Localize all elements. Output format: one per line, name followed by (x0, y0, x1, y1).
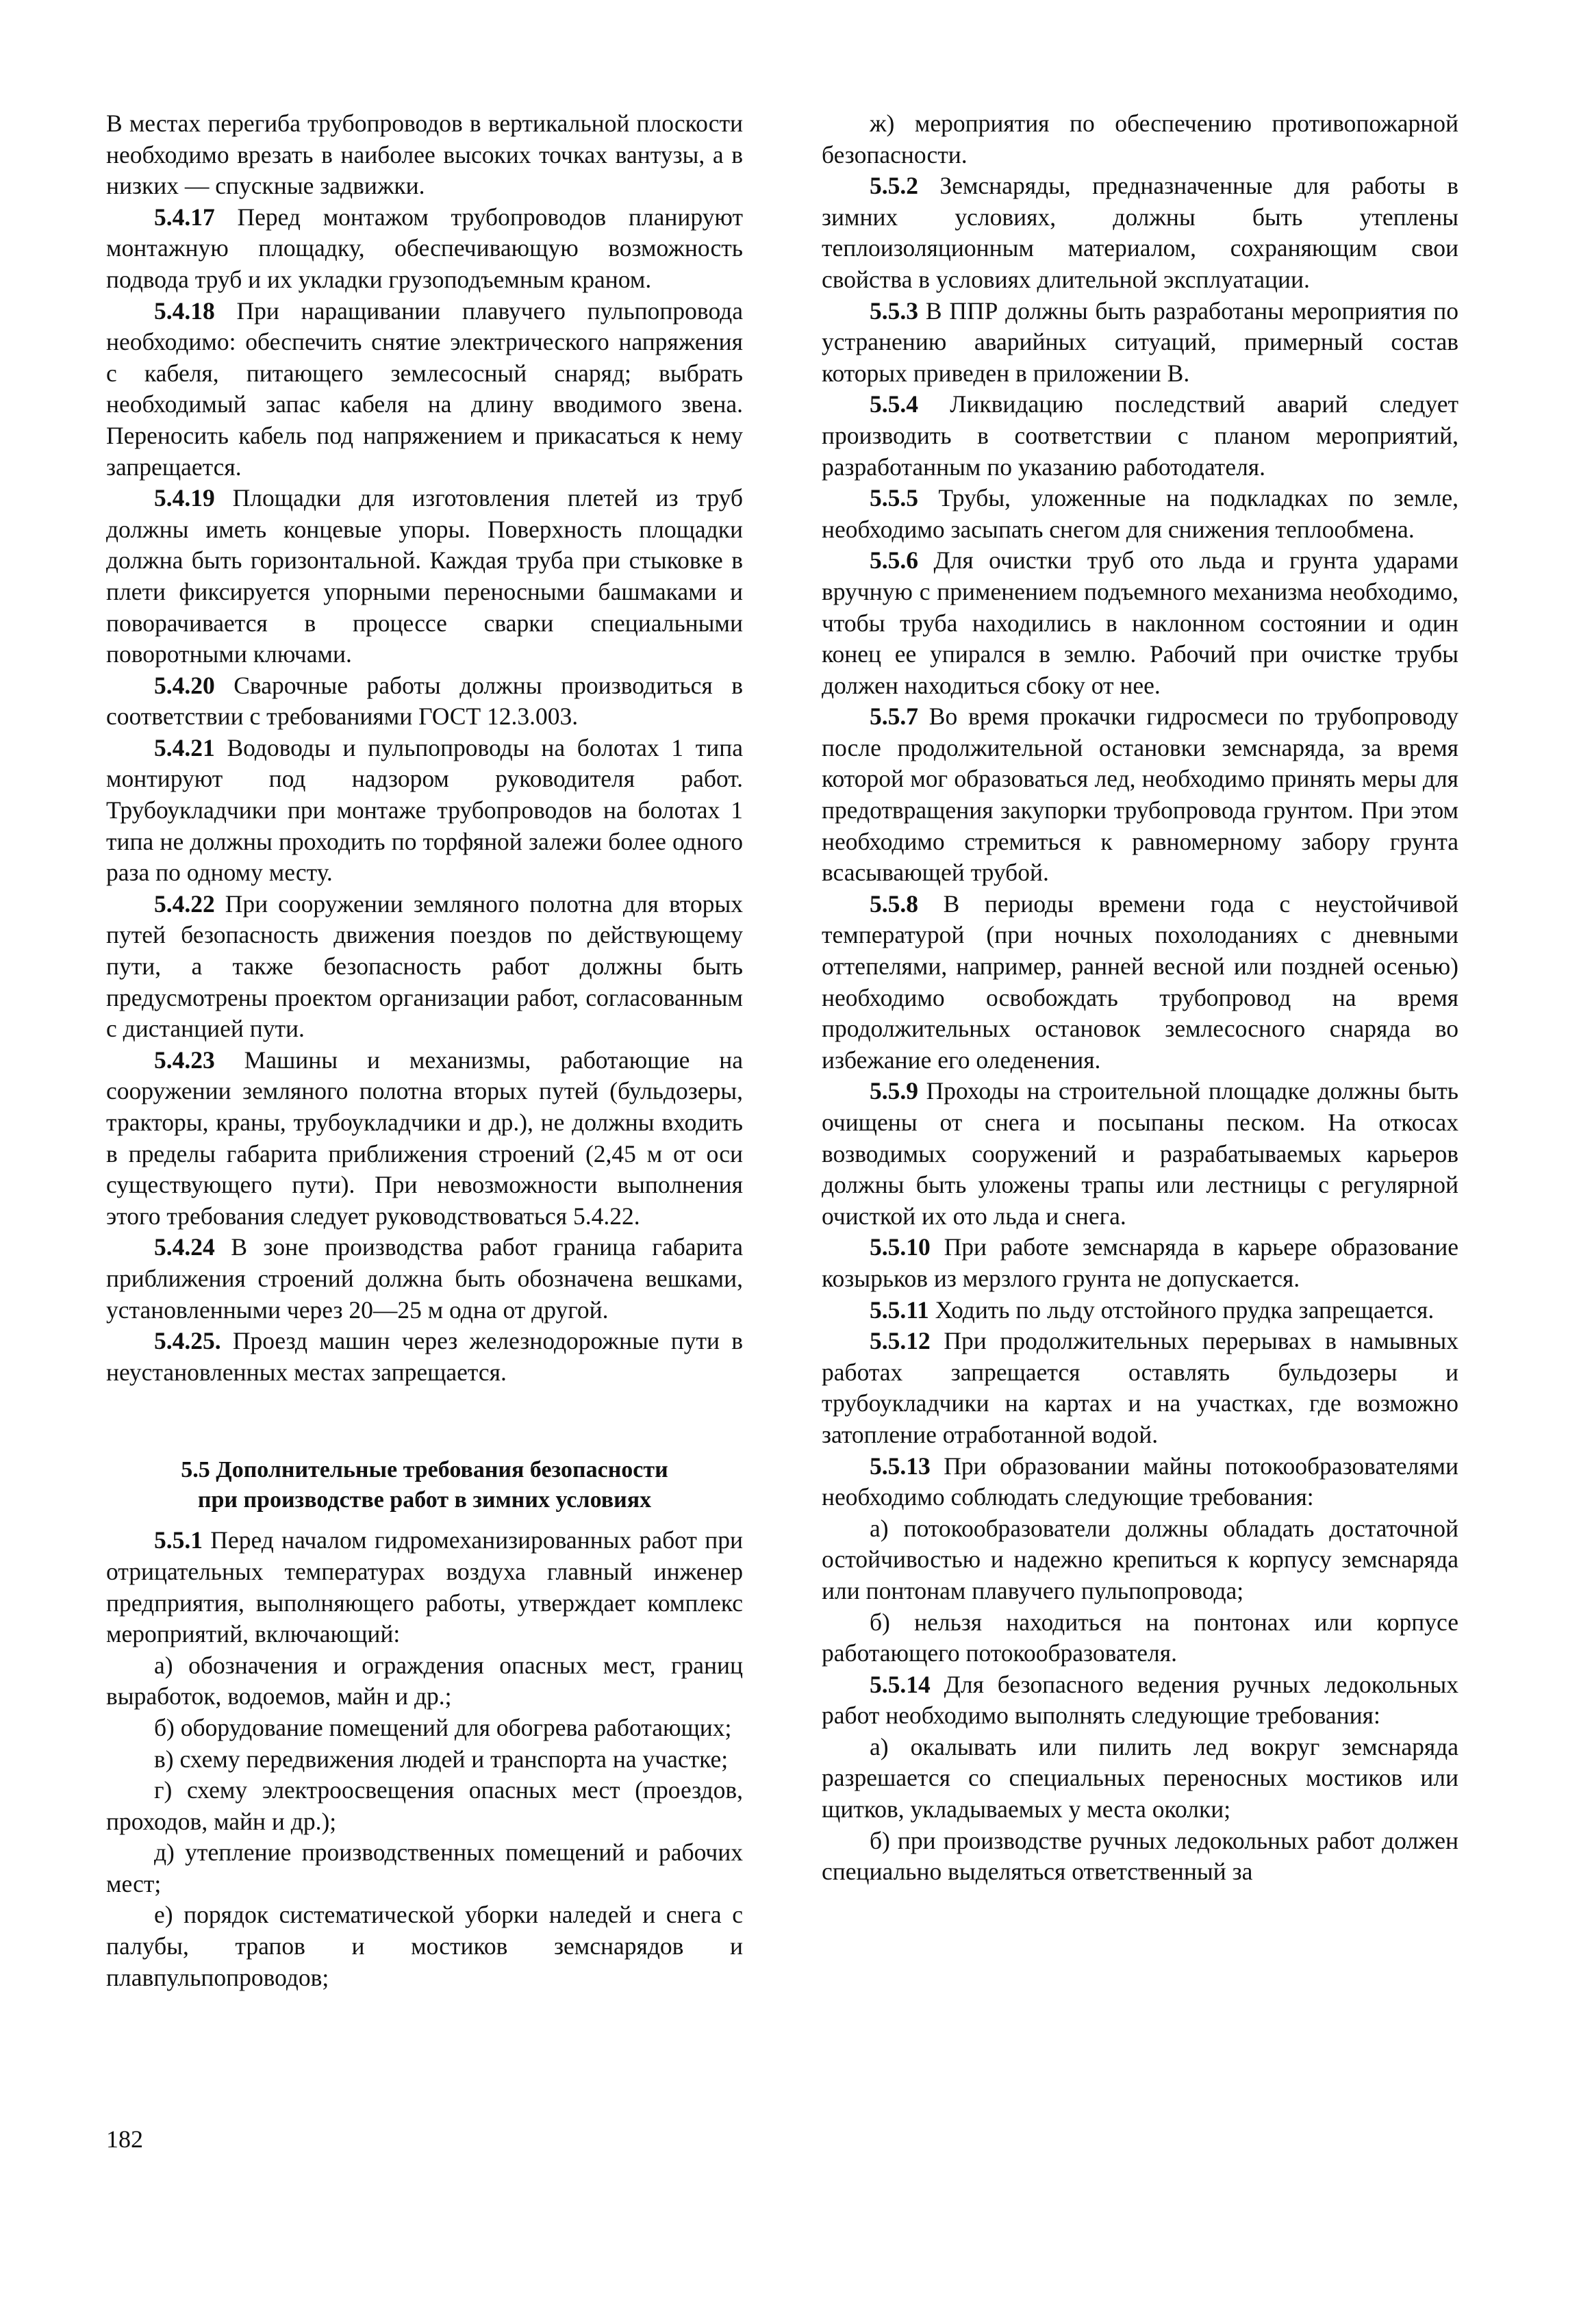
clause-number: 5.5.9 (870, 1077, 918, 1105)
clause-number: 5.4.20 (154, 671, 215, 699)
paragraph: 5.5.6 Для очистки труб ото льда и грунта ударами вручную с применением подъемного механизма необходимо, чтобы труба находились в наклонном состоянии и один конец ее упирался в землю. Рабочий при очистке трубы должен находиться сбоку от нее. (822, 546, 1458, 699)
clause-number: 5.5.7 (870, 703, 918, 731)
paragraph: 5.5.9 Проходы на строительной площадке должны быть очищены от снега и посыпаны песком. На откосах возводимых сооружений и разрабатываемых карьеров должны быть уложены трапы или лестницы с регулярной очисткой их ото льда и снега. (822, 1077, 1458, 1230)
clause-number: 5.4.18 (154, 296, 215, 325)
paragraph: 5.5.7 Во время прокачки гидросмеси по трубопроводу после продолжительной остановки земснаряда, за время которой мог образоваться лед, необходимо принять меры для предотвращения закупорки трубопровода грунтом. При этом необходимо стремиться к равномерному забору грунта всасывающей трубой. (822, 703, 1459, 887)
paragraph: В местах перегиба трубопроводов в вертикальной плоскости необходимо врезать в наиболее высоких точках вантузы, а в низких — спускные задвижки. (106, 110, 743, 200)
paragraph: 5.4.25. Проезд машин через железнодорожные пути в неустановленных местах запрещается. (106, 1327, 743, 1386)
paragraph: 5.4.17 Перед монтажом трубопроводов планируют монтажную площадку, обеспечивающую возможность подвода труб и их укладки грузоподъемным краном. (106, 203, 743, 293)
paragraph: 5.4.21 Водоводы и пульпопроводы на болотах 1 типа монтируют под надзором руководителя работ. Трубоукладчики при монтаже трубопроводов на болотах 1 типа не должны проходить по торфяной залежи более одного раза по одному месту. (106, 733, 743, 887)
paragraph: 5.4.22 При сооружении земляного полотна для вторых путей безопасность движения поездов по действующему пути, а также безопасность работ должны быть предусмотрены проектом организации работ, согласованным с дистанцией пути. (106, 889, 743, 1043)
clause-number: 5.4.25. (154, 1327, 221, 1355)
clause-number: 5.4.21 (154, 733, 215, 761)
paragraph: 5.5.11 Ходить по льду отстойного прудка запрещается. (870, 1296, 1435, 1324)
clause-number: 5.5.11 (870, 1296, 929, 1324)
page-number: 182 (106, 2125, 143, 2153)
clause-number: 5.4.17 (154, 203, 215, 231)
clause-number: 5.5.10 (870, 1233, 931, 1261)
paragraph: 5.5.12 При продолжительных перерывах в намывных работах запрещается оставлять бульдозеры и трубоукладчики на картах и на участках, где возможно затопление отработанной водой. (822, 1327, 1458, 1448)
list-item: б) при производстве ручных ледокольных работ должен специально выделяться ответственный за (822, 1826, 1458, 1886)
clause-number: 5.4.19 (154, 484, 215, 512)
clause-number: 5.5.2 (870, 172, 918, 200)
clause-number: 5.5.6 (870, 546, 918, 574)
paragraph: 5.5.1 Перед началом гидромеханизированных работ при отрицательных температурах воздуха главный инженер предприятия, выполняющего работы, утверждает комплекс мероприятий, включающий: (106, 1526, 743, 1648)
paragraph: 5.5.13 При образовании майны потокообразователями необходимо соблюдать следующие требования: (822, 1452, 1458, 1511)
paragraph: 5.5.8 В периоды времени года с неустойчивой температурой (при ночных похолоданиях с дневными оттепелями, например, ранней весной или поздней осенью) необходимо освобождать трубопровод на время продолжительных остановок землесосного снаряда во избежание его оледенения. (822, 889, 1459, 1074)
paragraph: 5.5.14 Для безопасного ведения ручных ледокольных работ необходимо выполнять следующие требования: (822, 1670, 1458, 1730)
clause-number: 5.5.13 (870, 1452, 931, 1480)
clause-number: 5.5.1 (154, 1526, 203, 1554)
section-heading: 5.5 Дополнительные требования безопасности при производстве работ в зимних условиях (181, 1457, 668, 1513)
clause-number: 5.5.4 (870, 390, 918, 418)
paragraph: 5.4.18 При наращивании плавучего пульпопровода необходимо: обеспечить снятие электрического напряжения с кабеля, питающего землесосный снаряд; выбрать необходимый запас кабеля на длину вводимого звена. Переносить кабель под напряжением и прикасаться к нему запрещается. (106, 296, 743, 481)
paragraph: 5.5.4 Ликвидацию последствий аварий следует производить в соответствии с планом мероприятий, разработанным по указанию работодателя. (822, 390, 1458, 481)
list-item: ж) мероприятия по обеспечению противопожарной безопасности. (822, 110, 1458, 168)
list-item: а) обозначения и ограждения опасных мест, границ выработок, водоемов, майн и др.; (106, 1651, 743, 1710)
list-item: г) схему электроосвещения опасных мест (проездов, проходов, майн и др.); (106, 1776, 743, 1835)
paragraph: 5.5.2 Земснаряды, предназначенные для работы в зимних условиях, должны быть утеплены теплоизоляционным материалом, сохраняющим свои свойства в условиях длительной эксплуатации. (822, 172, 1458, 293)
left-column (106, 108, 743, 1993)
list-item: б) нельзя находиться на понтонах или корпусе работающего потокообразователя. (822, 1608, 1458, 1667)
clause-number: 5.5.3 (870, 296, 918, 325)
paragraph: 5.4.20 Сварочные работы должны производиться в соответствии с требованиями ГОСТ 12.3.003. (106, 671, 743, 731)
paragraph: 5.5.5 Трубы, уложенные на подкладках по земле, необходимо засыпать снегом для снижения теплообмена. (822, 484, 1458, 543)
clause-number: 5.4.22 (154, 889, 215, 918)
clause-number: 5.5.5 (870, 484, 918, 512)
right-column (822, 108, 1458, 1888)
paragraph: 5.5.3 В ППР должны быть разработаны мероприятия по устранению аварийных ситуаций, примерный состав которых приведен в приложении В. (822, 296, 1459, 387)
list-item: а) окалывать или пилить лед вокруг земснаряда разрешается со специальных переносных мостиков или щитков, укладываемых у места околки; (822, 1732, 1458, 1823)
paragraph: 5.4.23 Машины и механизмы, работающие на сооружении земляного полотна вторых путей (бульдозеры, тракторы, краны, трубоукладчики и др.), не должны входить в пределы габарита приближения строений (2,45 м от оси существующего пути). При невозможности выполнения этого требования следует руководствоваться 5.4.22. (106, 1046, 743, 1230)
clause-number: 5.5.14 (870, 1670, 931, 1698)
clause-number: 5.4.24 (154, 1233, 215, 1261)
clause-number: 5.5.8 (870, 889, 918, 918)
paragraph: 5.4.19 Площадки для изготовления плетей из труб должны иметь концевые упоры. Поверхность площадки должна быть горизонтальной. Каждая труба при стыковке в плети фиксируется упорными переносными башмаками и поворачивается в процессе сварки специальными поворотными ключами. (106, 484, 743, 668)
list-item: а) потокообразователи должны обладать достаточной остойчивостью и надежно крепиться к корпусу земснаряда или понтонам плавучего пульпопровода; (822, 1514, 1458, 1604)
paragraph: 5.5.10 При работе земснаряда в карьере образование козырьков из мерзлого грунта не допускается. (822, 1233, 1458, 1292)
list-item: д) утепление производственных помещений и рабочих мест; (106, 1839, 743, 1897)
list-item: в) схему передвижения людей и транспорта на участке; (154, 1745, 729, 1773)
list-item: е) порядок систематической уборки наледей и снега с палубы, трапов и мостиков земснарядов и плавпульпопроводов; (106, 1901, 743, 1991)
paragraph: 5.4.24 В зоне производства работ граница габарита приближения строений должна быть обозначена вешками, установленными через 20—25 м одна от другой. (106, 1233, 744, 1324)
clause-number: 5.5.12 (870, 1327, 931, 1355)
list-item: б) оборудование помещений для обогрева работающих; (154, 1713, 732, 1741)
clause-number: 5.4.23 (154, 1046, 215, 1074)
